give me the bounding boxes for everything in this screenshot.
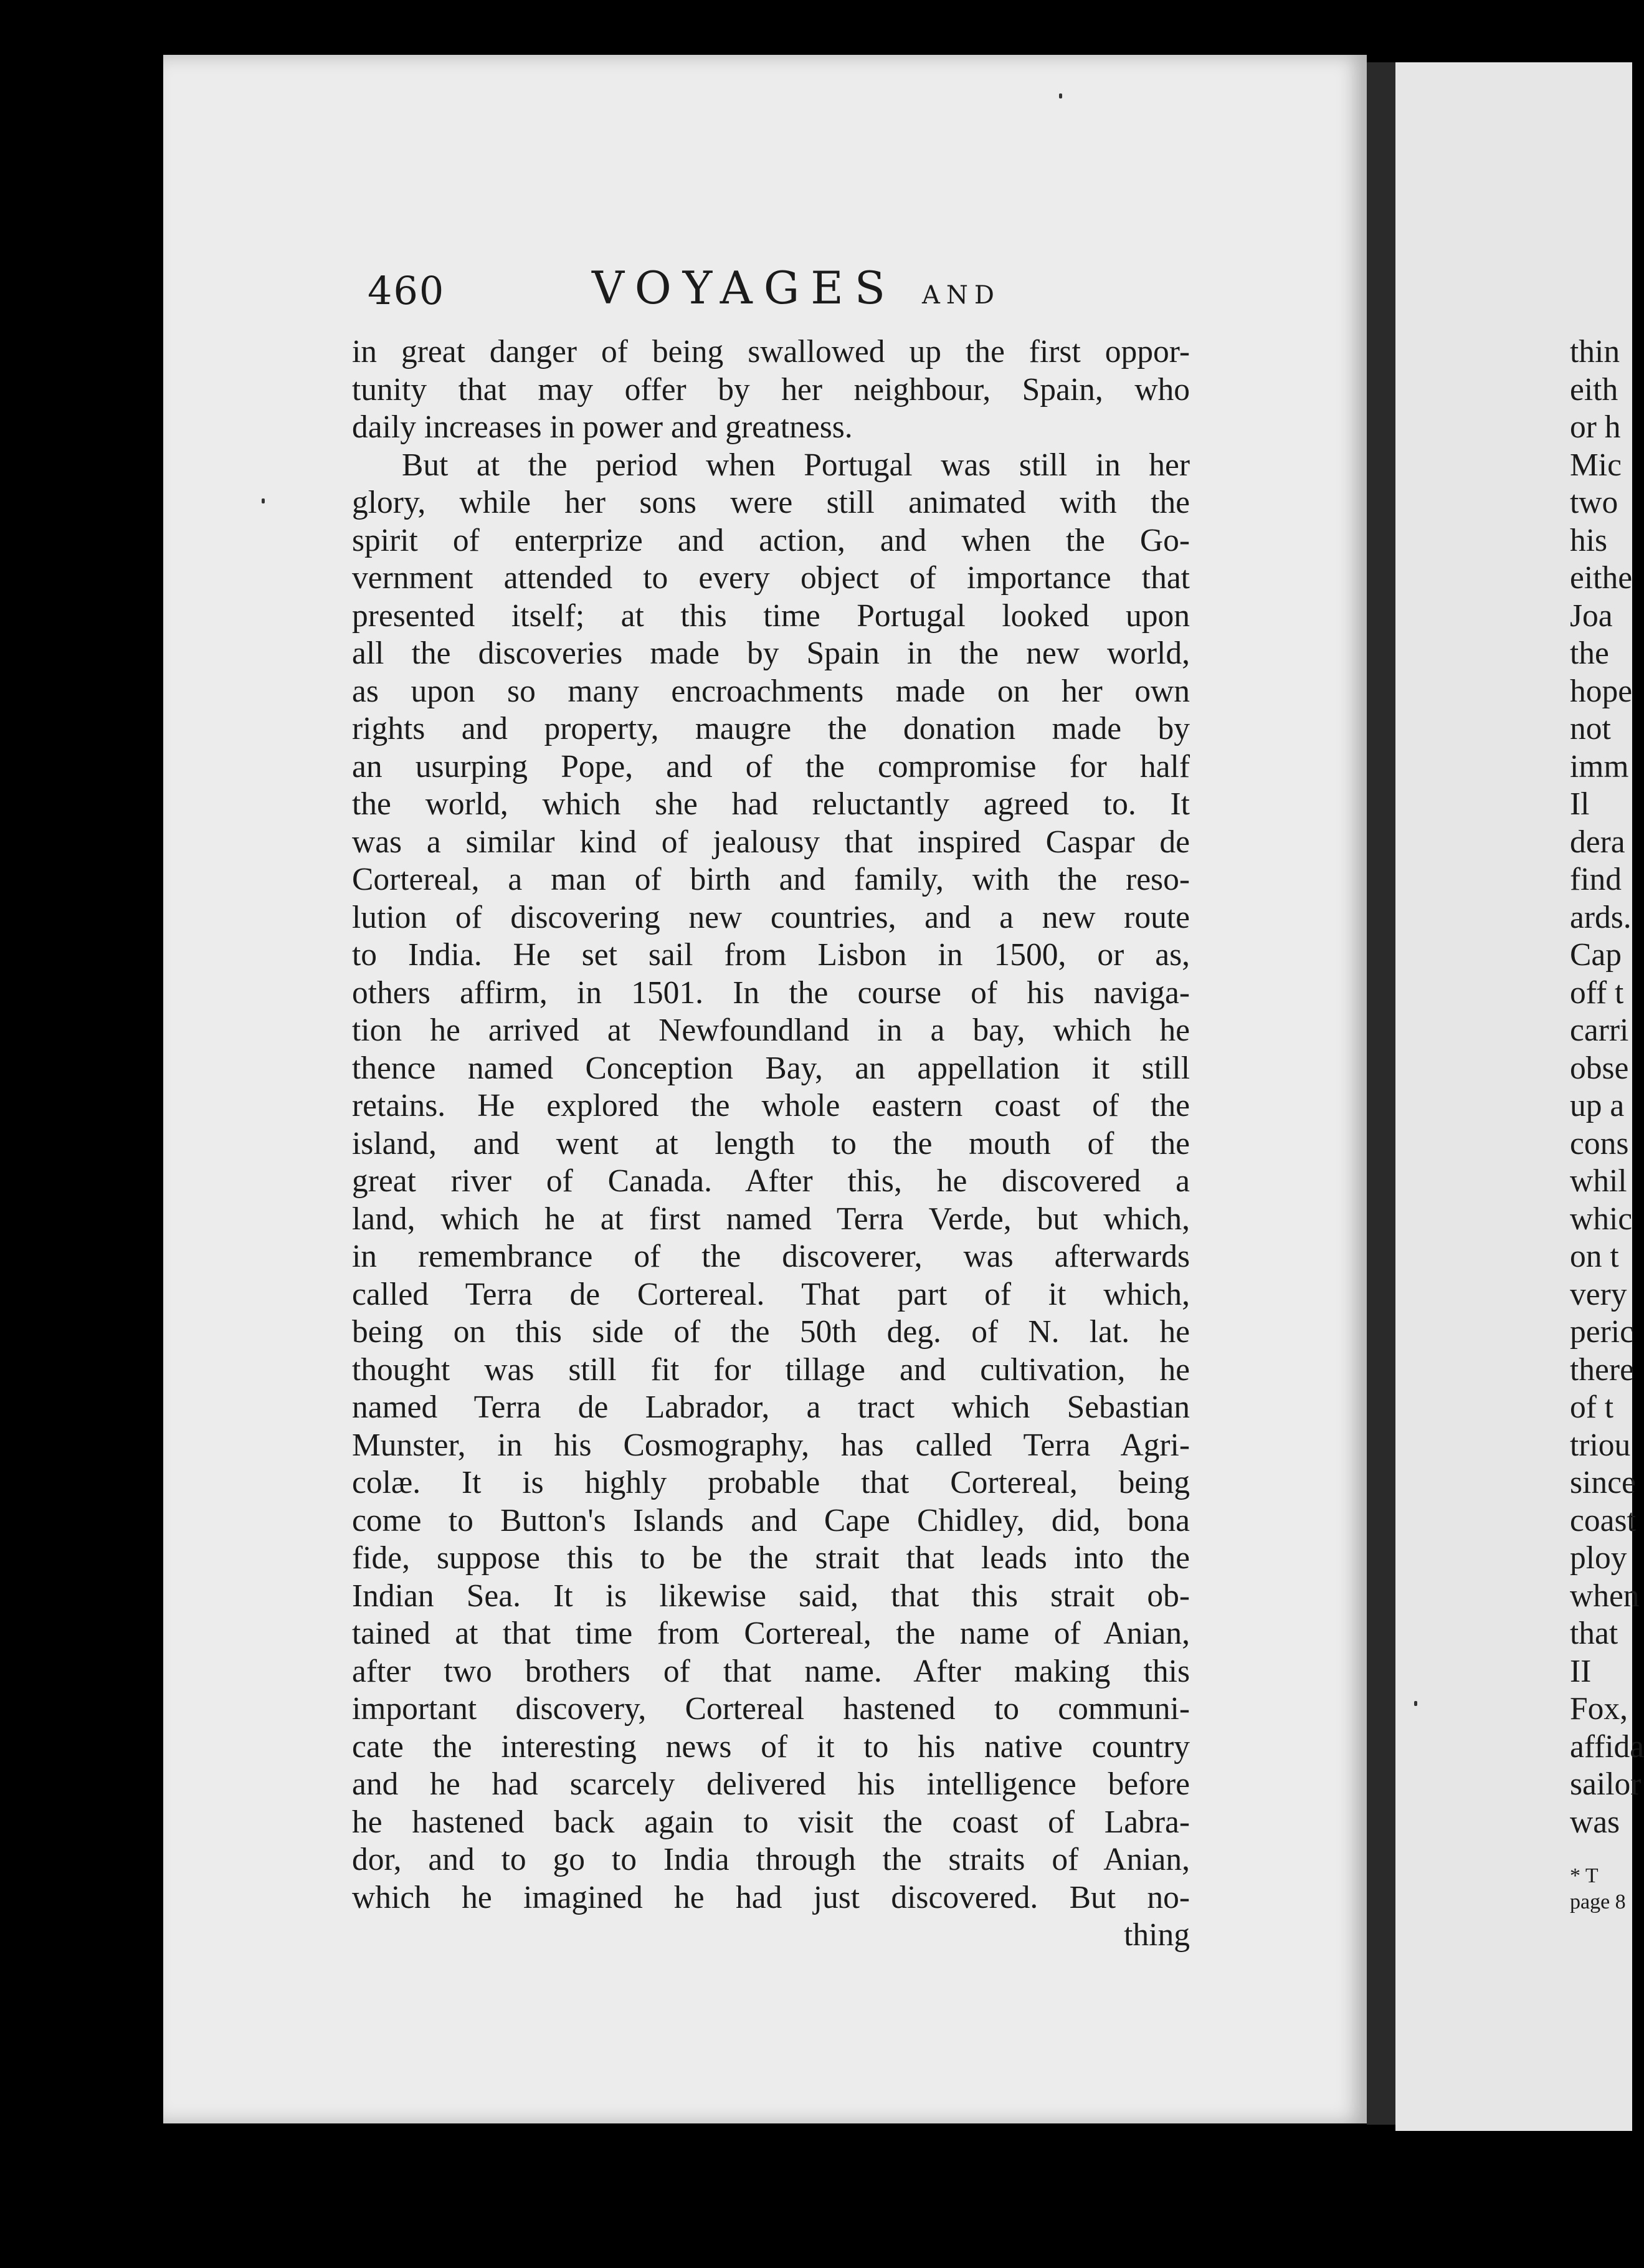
text-line: daily increases in power and greatness.: [352, 409, 853, 445]
text-line: spirit of enterprize and action, and when the Go-: [352, 522, 1190, 558]
facing-page-line: on t: [1570, 1239, 1619, 1274]
facing-page-line: whic: [1570, 1201, 1633, 1237]
facing-page-line: hope: [1570, 673, 1633, 709]
text-line: thence named Conception Bay, an appellation it still: [352, 1050, 1190, 1086]
text-line: to India. He set sail from Lisbon in 1500, or as,: [352, 937, 1190, 973]
text-line: retains. He explored the whole eastern coast of the: [352, 1088, 1190, 1123]
facing-page-line: sailor: [1570, 1766, 1642, 1802]
paper-speck: [1414, 1701, 1417, 1706]
text-line: was a similar kind of jealousy that inspired Caspar de: [352, 824, 1190, 860]
facing-page-line: Fox,: [1570, 1691, 1628, 1727]
book-gutter: [1367, 62, 1395, 2125]
text-line: all the discoveries made by Spain in the new world,: [352, 636, 1190, 671]
facing-page-line: the: [1570, 636, 1609, 671]
text-line: great river of Canada. After this, he discovered a: [352, 1163, 1190, 1199]
text-line: which he imagined he had just discovered. But no-: [352, 1879, 1190, 1915]
text-line: as upon so many encroachments made on her own: [352, 673, 1190, 709]
facing-page-line: triou: [1570, 1427, 1631, 1463]
facing-page-line: II: [1570, 1653, 1592, 1689]
text-line: tained at that time from Cortereal, the name of Anian,: [352, 1616, 1190, 1651]
paper-speck: [1059, 93, 1062, 98]
text-line: dor, and to go to India through the straits of Anian,: [352, 1842, 1190, 1877]
running-title-suffix: AND: [921, 281, 1000, 310]
text-line: vernment attended to every object of importance that: [352, 560, 1190, 596]
facing-page-line: dera: [1570, 824, 1625, 860]
text-line: called Terra de Cortereal. That part of it which,: [352, 1276, 1190, 1312]
facing-page-line: affida: [1570, 1728, 1644, 1765]
paper-speck: [262, 498, 265, 503]
text-line: others affirm, in 1501. In the course of his naviga-: [352, 974, 1190, 1011]
running-title-main: VOYAGES: [592, 262, 897, 314]
facing-page-line: obse: [1570, 1050, 1629, 1086]
text-line: island, and went at length to the mouth of the: [352, 1125, 1190, 1161]
text-line: he hastened back again to visit the coast of Labra-: [352, 1804, 1190, 1840]
text-line: land, which he at first named Terra Verde, but which,: [352, 1201, 1190, 1237]
running-head: [368, 262, 1190, 336]
facing-page-line: of t: [1570, 1389, 1614, 1425]
text-line: cate the interesting news of it to his native country: [352, 1728, 1190, 1765]
text-line: colæ. It is highly probable that Cortereal, being: [352, 1465, 1190, 1500]
facing-page-line: carri: [1570, 1012, 1629, 1048]
facing-page-line: ploy: [1570, 1540, 1627, 1576]
running-title: [592, 262, 1000, 314]
facing-page-line: Mic: [1570, 447, 1622, 483]
facing-page-line: off t: [1570, 974, 1624, 1011]
text-line: glory, while her sons were still animated with the: [352, 485, 1190, 520]
facing-page-line: two: [1570, 485, 1618, 520]
text-line: named Terra de Labrador, a tract which Sebastian: [352, 1389, 1190, 1425]
text-line: tunity that may offer by her neighbour, Spain, who: [352, 371, 1190, 407]
text-line: the world, which she had reluctantly agreed to. It: [352, 786, 1190, 822]
facing-page-line: Il: [1570, 786, 1590, 822]
facing-page-line: coast: [1570, 1502, 1636, 1538]
body-text: [352, 333, 1190, 1955]
facing-page-line: eithe: [1570, 560, 1633, 596]
text-line: Cortereal, a man of birth and family, with the reso-: [352, 862, 1190, 897]
facing-page-line: thin: [1570, 334, 1620, 369]
facing-page-line: cons: [1570, 1125, 1629, 1161]
facing-page-line: since: [1570, 1465, 1636, 1500]
facing-page-line: was: [1570, 1804, 1620, 1840]
text-line: fide, suppose this to be the strait that leads into the: [352, 1540, 1190, 1576]
text-line: Indian Sea. It is likewise said, that this strait ob-: [352, 1578, 1190, 1614]
facing-page-line: peric: [1570, 1314, 1634, 1350]
text-line: in great danger of being swallowed up the first oppor-: [352, 334, 1190, 369]
facing-page-line: imm: [1570, 748, 1629, 784]
facing-page-line: up a: [1570, 1088, 1625, 1123]
facing-page-line: Cap: [1570, 937, 1622, 973]
facing-page-footnote-line: * T: [1570, 1864, 1599, 1887]
text-line: lution of discovering new countries, and a new route: [352, 899, 1190, 935]
text-line: rights and property, maugre the donation made by: [352, 711, 1190, 746]
text-line: Munster, in his Cosmography, has called Terra Agri-: [352, 1427, 1190, 1463]
catchword: thing: [1124, 1917, 1190, 1953]
text-line: tion he arrived at Newfoundland in a bay, which he: [352, 1012, 1190, 1048]
text-line: being on this side of the 50th deg. of N. lat. he: [352, 1314, 1190, 1350]
facing-page-footnote-line: page 8: [1570, 1890, 1626, 1913]
facing-page-text: [1570, 333, 1644, 1841]
text-line: important discovery, Cortereal hastened to communi-: [352, 1691, 1190, 1727]
text-line: But at the period when Portugal was still in her: [402, 447, 1190, 483]
facing-page-line: Joa: [1570, 598, 1613, 634]
text-line: after two brothers of that name. After making this: [352, 1653, 1190, 1689]
text-line: thought was still fit for tillage and cultivation, he: [352, 1351, 1190, 1388]
facing-page-line: his: [1570, 522, 1608, 558]
facing-page-line: ards.: [1570, 899, 1632, 935]
facing-page-line: when: [1570, 1578, 1640, 1614]
facing-page-line: whil: [1570, 1163, 1627, 1199]
facing-page-line: that: [1570, 1616, 1618, 1651]
facing-page-footnote: [1570, 1863, 1632, 1915]
facing-page-line: eith: [1570, 371, 1618, 407]
facing-page-line: very: [1570, 1276, 1627, 1312]
facing-page-line: or h: [1570, 409, 1621, 445]
text-line: and he had scarcely delivered his intelligence before: [352, 1766, 1190, 1802]
facing-page-line: there: [1570, 1351, 1634, 1388]
text-line: an usurping Pope, and of the compromise for half: [352, 748, 1190, 784]
text-line: presented itself; at this time Portugal looked upon: [352, 598, 1190, 634]
text-line: come to Button's Islands and Cape Chidley, did, bona: [352, 1502, 1190, 1538]
text-line: in remembrance of the discoverer, was afterwards: [352, 1239, 1190, 1274]
page-number: 460: [368, 268, 445, 313]
facing-page-line: find: [1570, 862, 1622, 897]
facing-page-line: not: [1570, 711, 1611, 746]
